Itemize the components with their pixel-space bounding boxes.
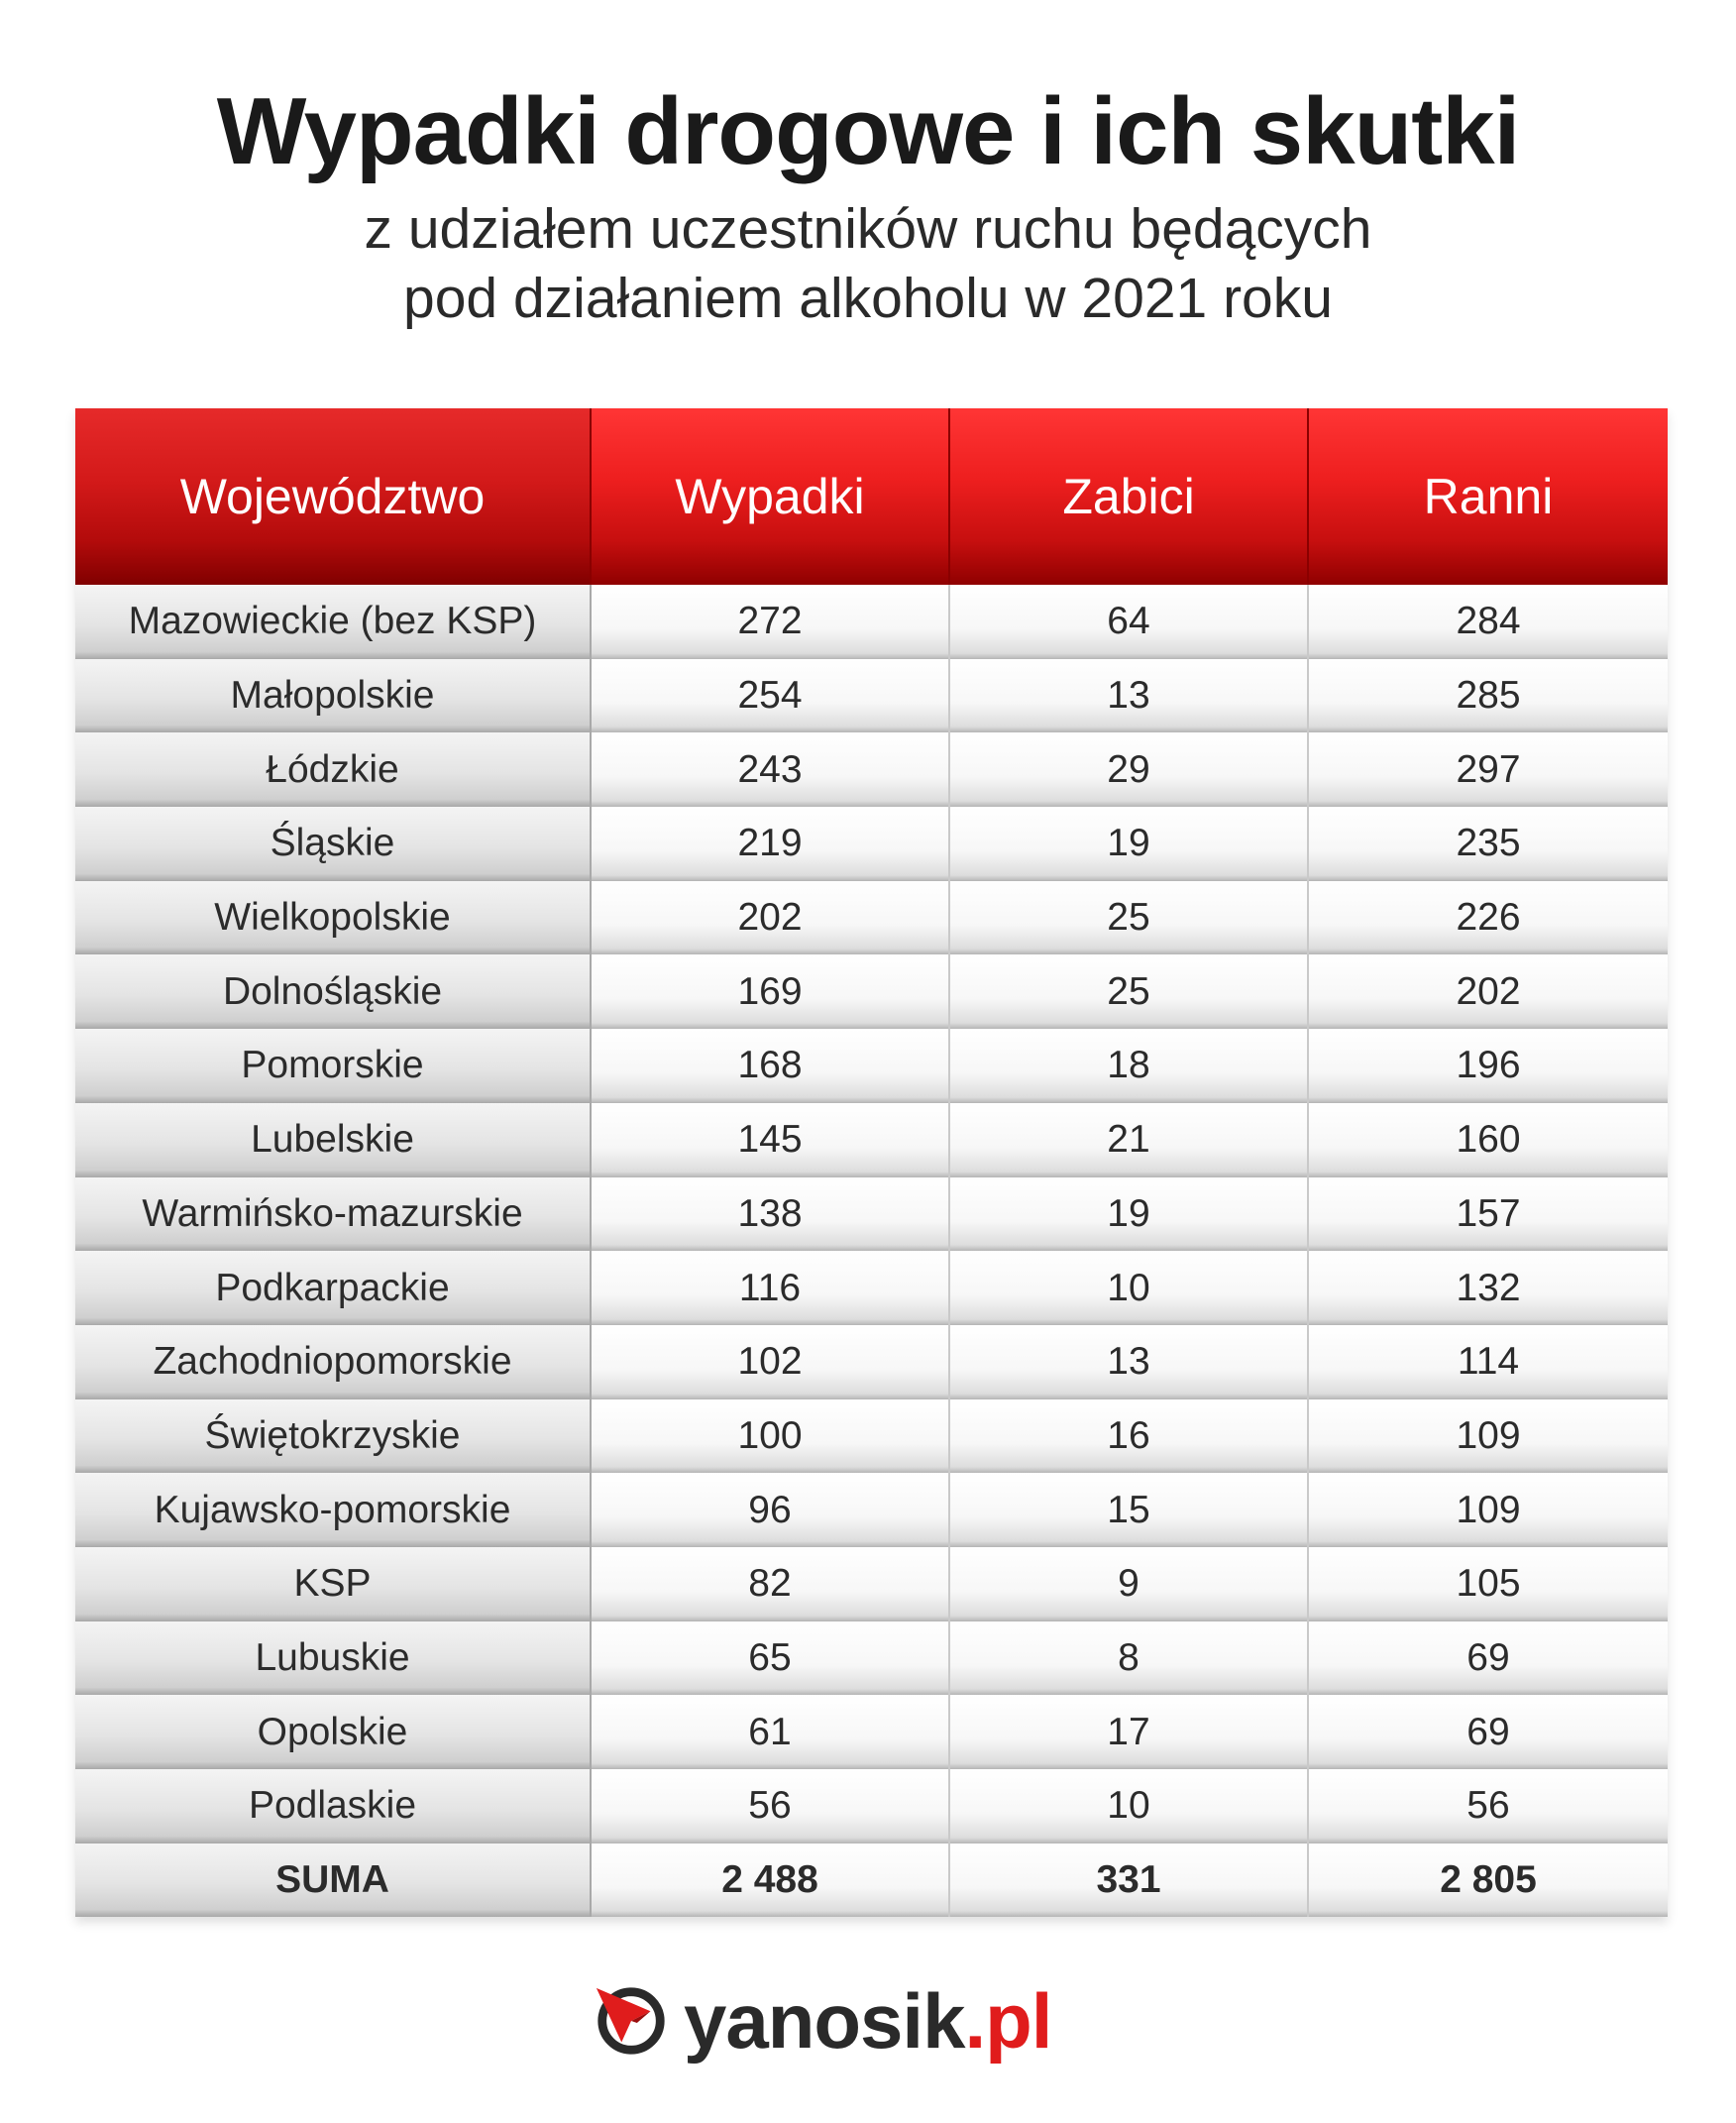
cell-zabici: 21 <box>950 1103 1309 1177</box>
cell-ranni: 297 <box>1309 732 1668 807</box>
table-row <box>75 1547 1668 1621</box>
cell-wypadki: 61 <box>592 1695 950 1769</box>
cell-zabici: 15 <box>950 1473 1309 1547</box>
cell-wypadki: 138 <box>592 1177 950 1252</box>
cell-zabici: 64 <box>950 585 1309 659</box>
cell-zabici: 19 <box>950 1177 1309 1252</box>
page-title: Wypadki drogowe i ich skutki <box>216 78 1520 184</box>
cell-wypadki: 254 <box>592 659 950 733</box>
cell-wypadki: 65 <box>592 1621 950 1696</box>
cell-region: KSP <box>75 1547 592 1621</box>
cell-wypadki: 82 <box>592 1547 950 1621</box>
table-row <box>75 1473 1668 1547</box>
cell-wypadki: 116 <box>592 1251 950 1325</box>
cell-wypadki: 272 <box>592 585 950 659</box>
table-row <box>75 1325 1668 1399</box>
logo-name: yanosik <box>684 1976 965 2065</box>
table-row <box>75 585 1668 659</box>
cell-region: Lubuskie <box>75 1621 592 1696</box>
cell-region: Mazowieckie (bez KSP) <box>75 585 592 659</box>
cell-wypadki: 169 <box>592 954 950 1029</box>
cell-region: Lubelskie <box>75 1103 592 1177</box>
table-row <box>75 807 1668 881</box>
table-row <box>75 1769 1668 1844</box>
table-row <box>75 881 1668 955</box>
cell-ranni: 114 <box>1309 1325 1668 1399</box>
cell-zabici: 16 <box>950 1399 1309 1474</box>
cell-ranni: 69 <box>1309 1695 1668 1769</box>
data-table <box>75 408 1668 1917</box>
cell-ranni: 284 <box>1309 585 1668 659</box>
logo-wordmark <box>684 1976 1051 2067</box>
table-row <box>75 1251 1668 1325</box>
cell-ranni: 285 <box>1309 659 1668 733</box>
cell-wypadki: 100 <box>592 1399 950 1474</box>
cell-ranni: 56 <box>1309 1769 1668 1844</box>
cell-wypadki: 102 <box>592 1325 950 1399</box>
cell-ranni: 132 <box>1309 1251 1668 1325</box>
cell-zabici: 10 <box>950 1251 1309 1325</box>
cell-wypadki: 96 <box>592 1473 950 1547</box>
cell-zabici: 8 <box>950 1621 1309 1696</box>
cell-ranni: 109 <box>1309 1473 1668 1547</box>
cell-ranni: 157 <box>1309 1177 1668 1252</box>
subtitle-line-1: z udziałem uczestników ruchu będących <box>364 197 1372 261</box>
cell-wypadki: 56 <box>592 1769 950 1844</box>
table-row <box>75 1399 1668 1474</box>
cell-region: Opolskie <box>75 1695 592 1769</box>
yanosik-logo-icon <box>593 1982 670 2060</box>
cell-ranni: 202 <box>1309 954 1668 1029</box>
cell-ranni: 2 805 <box>1309 1844 1668 1918</box>
cell-region: Pomorskie <box>75 1029 592 1103</box>
column-header-wojewodztwo: Województwo <box>75 408 592 585</box>
cell-region: Śląskie <box>75 807 592 881</box>
cell-region: Łódzkie <box>75 732 592 807</box>
cell-ranni: 160 <box>1309 1103 1668 1177</box>
cell-region: Świętokrzyskie <box>75 1399 592 1474</box>
table-row <box>75 1621 1668 1696</box>
cell-zabici: 13 <box>950 1325 1309 1399</box>
cell-ranni: 109 <box>1309 1399 1668 1474</box>
column-header-ranni: Ranni <box>1309 408 1668 585</box>
cell-region: Podkarpackie <box>75 1251 592 1325</box>
yanosik-logo <box>593 1977 1051 2065</box>
cell-region: SUMA <box>75 1844 592 1918</box>
cell-region: Dolnośląskie <box>75 954 592 1029</box>
logo-suffix: .pl <box>964 1976 1052 2065</box>
cell-zabici: 331 <box>950 1844 1309 1918</box>
cell-zabici: 13 <box>950 659 1309 733</box>
cell-region: Podlaskie <box>75 1769 592 1844</box>
cell-zabici: 9 <box>950 1547 1309 1621</box>
table-row <box>75 954 1668 1029</box>
cell-region: Warmińsko-mazurskie <box>75 1177 592 1252</box>
cell-zabici: 18 <box>950 1029 1309 1103</box>
column-header-zabici: Zabici <box>950 408 1309 585</box>
cell-ranni: 69 <box>1309 1621 1668 1696</box>
cell-ranni: 235 <box>1309 807 1668 881</box>
cell-zabici: 10 <box>950 1769 1309 1844</box>
table-row <box>75 1177 1668 1252</box>
cell-zabici: 19 <box>950 807 1309 881</box>
table-row <box>75 1103 1668 1177</box>
column-header-wypadki: Wypadki <box>592 408 950 585</box>
page-subtitle <box>0 194 1736 333</box>
cell-region: Wielkopolskie <box>75 881 592 955</box>
cell-wypadki: 168 <box>592 1029 950 1103</box>
table-body <box>75 585 1668 1917</box>
cell-zabici: 25 <box>950 954 1309 1029</box>
cell-ranni: 226 <box>1309 881 1668 955</box>
table-row <box>75 732 1668 807</box>
cell-zabici: 29 <box>950 732 1309 807</box>
cell-ranni: 196 <box>1309 1029 1668 1103</box>
table-header-row <box>75 408 1668 585</box>
cell-ranni: 105 <box>1309 1547 1668 1621</box>
cell-zabici: 25 <box>950 881 1309 955</box>
subtitle-line-2: pod działaniem alkoholu w 2021 roku <box>403 267 1333 330</box>
table-row <box>75 659 1668 733</box>
cell-region: Zachodniopomorskie <box>75 1325 592 1399</box>
cell-region: Kujawsko-pomorskie <box>75 1473 592 1547</box>
cell-wypadki: 2 488 <box>592 1844 950 1918</box>
cell-wypadki: 202 <box>592 881 950 955</box>
table-row <box>75 1029 1668 1103</box>
cell-wypadki: 145 <box>592 1103 950 1177</box>
table-row <box>75 1695 1668 1769</box>
cell-wypadki: 219 <box>592 807 950 881</box>
cell-wypadki: 243 <box>592 732 950 807</box>
cell-region: Małopolskie <box>75 659 592 733</box>
table-total-row <box>75 1844 1668 1918</box>
cell-zabici: 17 <box>950 1695 1309 1769</box>
